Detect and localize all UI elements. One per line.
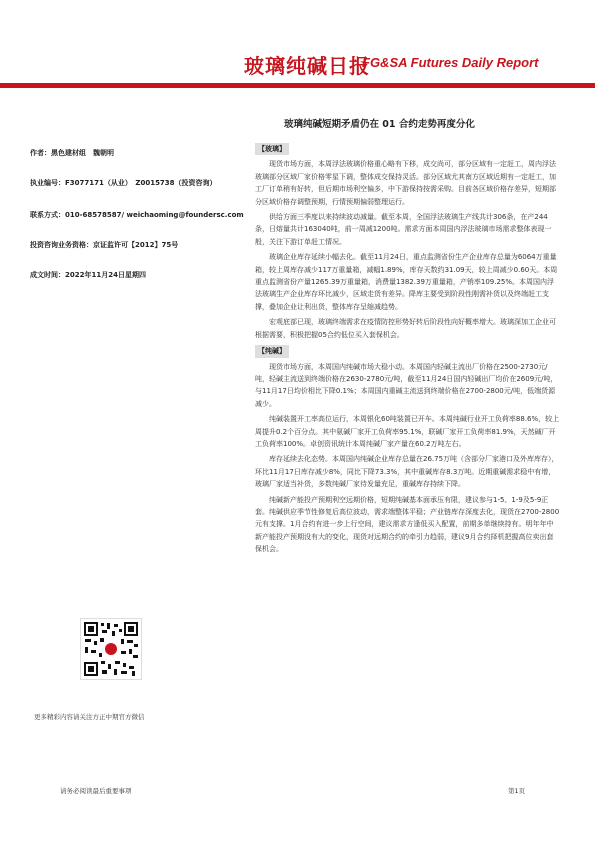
contact-line: 联系方式：010-68578587/ weichaoming@foundersc.com bbox=[30, 211, 244, 219]
report-title-en: FG&SA Futures Daily Report bbox=[362, 55, 539, 70]
author-line: 作者：黑色建材组 魏朝明 bbox=[30, 149, 114, 157]
qr-caption: 更多精彩内容请关注方正中期官方微信 bbox=[34, 713, 145, 721]
section-heading-soda-ash: 【纯碱】 bbox=[255, 345, 289, 357]
document-title: 玻璃纯碱短期矛盾仍在 01 合约走势再度分化 bbox=[284, 119, 475, 130]
qualification-line: 投资咨询业务资格：京证监许可【2012】75号 bbox=[30, 241, 179, 249]
report-title-cn: 玻璃纯碱日报 bbox=[244, 54, 370, 78]
footer-notice: 请务必阅读最后重要事项 bbox=[60, 787, 132, 795]
page-number: 第1页 bbox=[508, 787, 526, 795]
soda-paragraph: 库存延续去化态势。本周国内纯碱企业库存总量在26.75万吨（含部分厂家港口及外库库存），环比11月17日库存减少8%，同比下降73.3%，其中重碱库存8.3万吨。近期重碱需求稳中有增，玻璃厂家适当补货，多数纯碱厂家待发量充足，重碱库存持续下降。 bbox=[255, 455, 559, 489]
soda-paragraph: 现货市场方面，本周国内纯碱市场大稳小动。本周国内轻碱主流出厂价格在2500-2730元/吨，轻碱主流送到终端价格在2630-2780元/吨，截至11月24日国内轻碱出厂均价在2609元/吨，与11月17日均价相比下降0.1%；本周国内重碱主流送到终端价格在2700-2800元/吨，低端货源减少。 bbox=[255, 362, 558, 408]
glass-paragraph: 现货市场方面，本周浮法玻璃价格重心略有下移，成交尚可，部分区域有一定赶工，周内浮法玻璃部分区域厂家价格零星下调，整体成交保持灵活。部分区域尤其南方区域近期有一定赶工，加工厂订单稍有好转，但后期市场利空偏多，中下游保持按需采购。目前各区域价格存差异，短期部分区域价格存调整预期，行情预期偏弱整理运行。 bbox=[255, 160, 556, 206]
header-rule bbox=[0, 83, 595, 88]
report-body bbox=[255, 142, 560, 559]
glass-paragraph: 宏观底部已现，玻璃终端需求在疫情防控形势好转后阶段性向好概率增大。玻璃深加工企业可根据需要，积极把握05合约低位买入套保机会。 bbox=[255, 318, 556, 339]
soda-paragraph: 纯碱新产能投产预期利空远期价格，短期纯碱基本面承压有限，建议参与1-5、1-9及5-9正套。纯碱供应季节性修复后高位波动，需求端整体平稳；产业链库存深度去化，现货在2700-2800元有支撑。1月合约有进一步上行空间，建议需求方逢低买入配置，前期多单继续持有。明年年中新产能投产预期没有大的变化，现货对远期合约的牵引力趋弱，建议9月合约择机把握高位卖出套保机会。 bbox=[255, 495, 560, 554]
license-line: 执业编号：F3077171（从业） Z0015738（投资咨询） bbox=[30, 179, 217, 187]
section-heading-glass: 【玻璃】 bbox=[255, 143, 289, 155]
soda-paragraph: 纯碱装置开工率高位运行，本周银化60吨装置已开车。本周纯碱行业开工负荷率88.6%，较上周提升0.2个百分点。其中氨碱厂家开工负荷率95.1%，联碱厂家开工负荷率81.9%，天然碱厂开工负荷率100%。卓创资讯统计本周纯碱厂家产量在60.2万吨左右。 bbox=[255, 415, 560, 448]
glass-paragraph: 玻璃企业库存延续小幅去化。截至11月24日，重点监测省份生产企业库存总量为6064万重量箱，较上周库存减少117万重量箱，减幅1.89%，库存天数约31.09天，较上周减少0.60天。本周重点监测省份产量1265.39万重量箱，消费量1382.39万重量箱，产销率109.25%。本周国内浮法玻璃生产企业库存环比减少，区域走货有差异。降库主要受到阶段性刚需补货以及终端赶工支撑，叠加企业让利出货，整体库存呈缩减趋势。 bbox=[255, 253, 558, 311]
glass-paragraph: 供给方面三季度以来持续波动减量。截至本周，全国浮法玻璃生产线共计306条，在产244条，日熔量共计163040吨，前一周减1200吨。需求方面本周国内浮法玻璃市场需求整体表现一般，关注下游订单赶工情况。 bbox=[255, 213, 552, 246]
report-header bbox=[0, 0, 595, 90]
wechat-qr-code bbox=[80, 618, 142, 680]
date-line: 成文时间：2022年11月24日星期四 bbox=[30, 271, 146, 279]
